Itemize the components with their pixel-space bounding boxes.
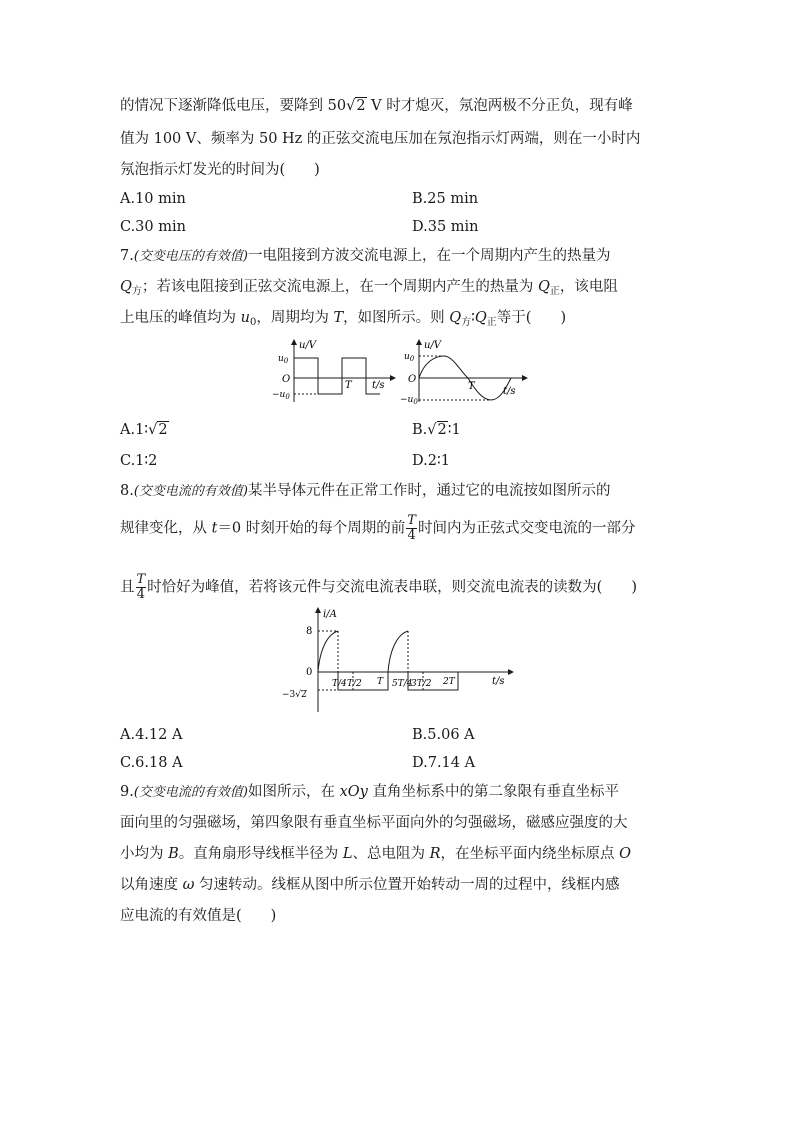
q8-option-d: D.7.14 A: [412, 755, 476, 771]
y-axis-label: u/V: [424, 340, 442, 351]
q6-option-b: B.25 min: [412, 191, 479, 207]
q6-option-d: D.35 min: [412, 219, 479, 235]
q8-option-c: C.6.18 A: [120, 755, 183, 771]
x-tick-t2: T/2: [347, 679, 362, 689]
q6-line-2: 值为 100 V、频率为 50 Hz 的正弦交流电压加在氖泡指示灯两端，则在一小时内: [120, 131, 641, 147]
q6-text: 的情况下逐渐降低电压，要降到 50: [120, 98, 347, 114]
q7-option-d: D.2∶1: [412, 453, 450, 469]
u0-label: $u_0$: [278, 354, 289, 365]
x-tick-2t: 2T: [443, 677, 455, 687]
y-axis-label: i/A: [323, 609, 337, 620]
x-tick-3t2: 3T/2: [411, 679, 432, 689]
y-axis-label: u/V: [299, 340, 317, 351]
question-number: 7.: [120, 248, 134, 264]
period-label: T: [345, 380, 352, 391]
x-tick-5t4: 5T/4: [392, 679, 413, 689]
question-tag: (交变电流的有效值): [133, 484, 248, 499]
q9-line-4: 以角速度 ω 匀速转动。线框从图中所示位置开始转动一周的过程中，线框内感: [120, 877, 620, 893]
y-tick-8: 8: [306, 626, 313, 637]
x-tick-t4: T/4: [332, 679, 347, 689]
origin-label: O: [408, 374, 417, 385]
sqrt-2: √2: [346, 98, 366, 114]
neg-u0-label: $-u_0$: [400, 395, 418, 406]
y-tick-0: 0: [306, 667, 313, 678]
q8-option-b: B.5.06 A: [412, 727, 475, 743]
sine-segment: [388, 631, 408, 672]
q6-line-1: [120, 96, 633, 116]
q9-line-1: 9.(交变电流的有效值)如图所示，在 xOy 直角坐标系中的第二象限有垂直坐标平: [120, 784, 619, 800]
q7-line-1: 7.(交变电压的有效值)一电阻接到方波交流电源上，在一个周期内产生的热量为: [120, 248, 611, 264]
question-tag: (交变电流的有效值): [133, 785, 248, 800]
q9-line-3: 小均为 B。直角扇形导线框半径为 L、总电阻为 R，在坐标平面内绕坐标原点 O: [120, 846, 632, 862]
q6-option-c: C.30 min: [120, 219, 186, 235]
question-tag: (交变电压的有效值): [133, 249, 248, 264]
square-wave: [294, 358, 380, 394]
x-axis-label: t/s: [492, 676, 505, 687]
q7-line-3: 上电压的峰值均为 $u_0$，周期均为 T，如图所示。则 $Q_方∶Q_正$等于( ): [120, 310, 567, 328]
q6-option-a: A.10 min: [120, 191, 186, 207]
x-axis-label: t/s: [372, 380, 385, 391]
fraction-t-over-4: $\frac{T}{4}$: [407, 513, 416, 543]
x-tick-t: T: [377, 677, 384, 687]
q8-option-a: A.4.12 A: [120, 727, 183, 743]
question-number: 8.: [120, 483, 134, 499]
neg-u0-label: $-u_0$: [272, 390, 290, 401]
q8-line-2: 规律变化，从 t＝0 时刻开始的每个周期的前 $\frac{T}{4}$ 时间内为正弦式交变电流的一部分: [120, 513, 636, 543]
origin-label: O: [282, 374, 291, 385]
q7-square-wave-figure: [272, 336, 398, 406]
q7-line-2: $Q_方$；若该电阻接到正弦交流电源上，在一个周期内产生的热量为 $Q_正$，该电阻: [120, 279, 618, 297]
q9-line-5: 应电流的有效值是( ): [120, 908, 277, 924]
x-axis-label: t/s: [503, 386, 516, 397]
sine-segment: [318, 631, 338, 672]
u0-label: $u_0$: [404, 352, 415, 363]
q8-line-1: 8.(交变电流的有效值)某半导体元件在正常工作时，通过它的电流按如图所示的: [120, 483, 611, 499]
q7-option-a: A.1∶√2: [120, 422, 168, 438]
fraction-t-over-4: $\frac{T}{4}$: [136, 572, 146, 602]
q9-line-2: 面向里的匀强磁场，第四象限有垂直坐标平面向外的匀强磁场，磁感应强度的大: [120, 815, 628, 831]
q6-line-3: 氖泡指示灯发光的时间为( ): [120, 162, 320, 178]
q7-option-c: C.1∶2: [120, 453, 158, 469]
q8-current-figure: [280, 604, 516, 716]
y-tick-neg: −3√2: [282, 690, 307, 700]
q6-text: V 时才熄灭，氖泡两极不分正负，现有峰: [366, 98, 633, 114]
q7-option-b: B.√2∶1: [412, 422, 461, 438]
q7-sine-wave-figure: [400, 336, 530, 406]
question-number: 9.: [120, 784, 134, 800]
q8-line-3: 且 $\frac{T}{4}$ 时恰好为峰值，若将该元件与交流电流表串联，则交流电流表的读数为( ): [120, 572, 637, 602]
period-label: T: [468, 381, 475, 392]
